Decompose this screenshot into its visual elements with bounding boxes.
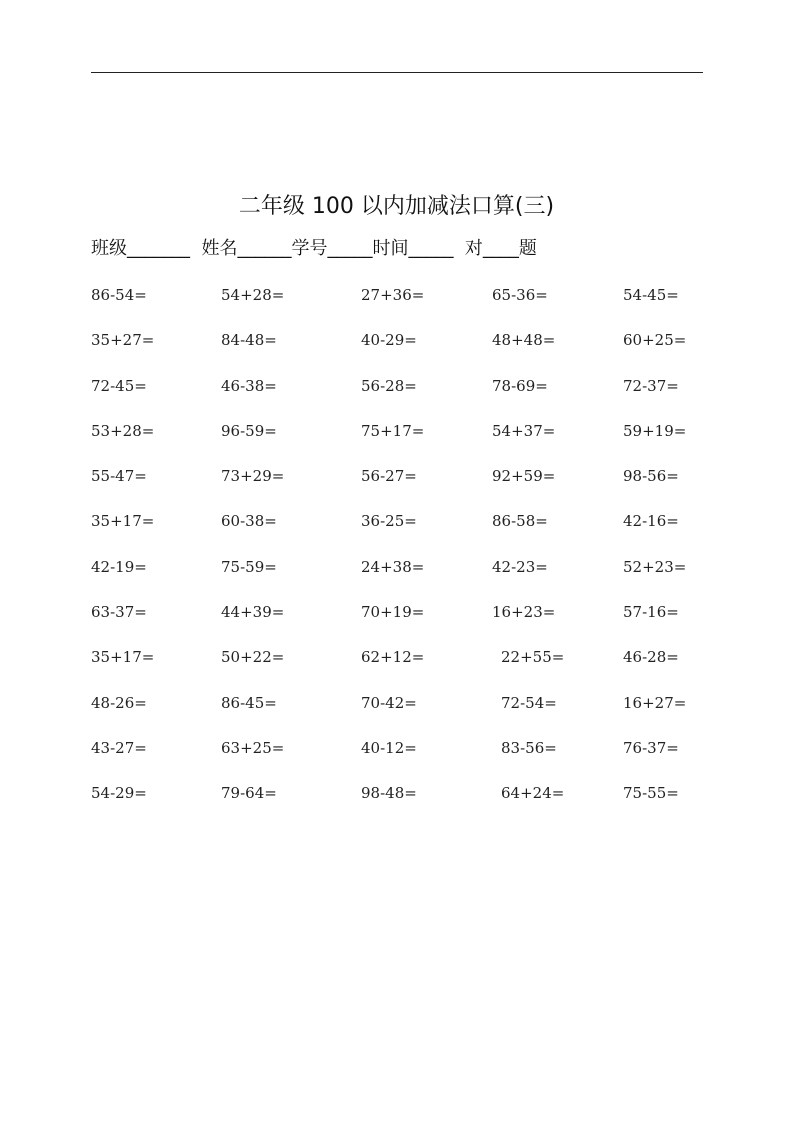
problem-cell: 42-23=: [492, 557, 548, 576]
problem-cell: 53+28=: [91, 421, 155, 440]
problem-cell: 76-37=: [623, 738, 679, 757]
problem-cell: 75+17=: [361, 421, 425, 440]
problem-cell: 54+37=: [492, 421, 556, 440]
problem-cell: 43-27=: [91, 738, 147, 757]
problem-cell: 27+36=: [361, 286, 425, 304]
problem-cell: 86-45=: [221, 693, 277, 712]
problem-row: [91, 462, 711, 507]
problem-cell: 73+29=: [221, 467, 285, 486]
problem-cell: 92+59=: [492, 467, 556, 486]
problem-cell: 35+17=: [91, 512, 155, 531]
problem-cell: 46-38=: [221, 376, 277, 395]
problem-cell: 60+25=: [623, 331, 687, 350]
problem-row: [91, 643, 711, 688]
student-info-line: 班级_______ 姓名______学号_____时间_____ 对____题: [91, 238, 537, 259]
problem-cell: 78-69=: [492, 376, 548, 395]
problem-cell: 98-56=: [623, 467, 679, 486]
problem-cell: 48-26=: [91, 693, 147, 712]
problem-cell: 98-48=: [361, 784, 417, 803]
problem-cell: 16+27=: [623, 693, 687, 712]
problem-cell: 79-64=: [221, 784, 277, 803]
problem-row: [91, 598, 711, 643]
problem-cell: 42-19=: [91, 557, 147, 576]
problem-cell: 42-16=: [623, 512, 679, 531]
problem-cell: 70+19=: [361, 603, 425, 622]
problem-cell: 50+22=: [221, 648, 285, 667]
problem-row: [91, 417, 711, 462]
problem-row: [91, 507, 711, 552]
problem-cell: 40-12=: [361, 738, 417, 757]
problem-cell: 75-55=: [623, 784, 679, 803]
problem-cell: 96-59=: [221, 421, 277, 440]
problem-cell: 36-25=: [361, 512, 417, 531]
problem-cell: 84-48=: [221, 331, 277, 350]
problem-cell: 64+24=: [501, 784, 565, 803]
problem-cell: 24+38=: [361, 557, 425, 576]
problem-row: [91, 372, 711, 417]
header-rule: [91, 72, 703, 73]
problem-cell: 86-54=: [91, 286, 147, 304]
problem-cell: 56-27=: [361, 467, 417, 486]
problem-cell: 59+19=: [623, 421, 687, 440]
problem-cell: 65-36=: [492, 286, 548, 304]
problem-cell: 54-45=: [623, 286, 679, 304]
problem-cell: 86-58=: [492, 512, 548, 531]
problem-cell: 54-29=: [91, 784, 147, 803]
problem-cell: 16+23=: [492, 603, 556, 622]
problem-cell: 54+28=: [221, 286, 285, 304]
problem-cell: 56-28=: [361, 376, 417, 395]
problem-cell: 52+23=: [623, 557, 687, 576]
problem-cell: 83-56=: [501, 738, 557, 757]
problem-cell: 63-37=: [91, 603, 147, 622]
problem-grid: [91, 281, 711, 825]
problem-row: [91, 281, 711, 326]
problem-cell: 72-54=: [501, 693, 557, 712]
problem-cell: 35+17=: [91, 648, 155, 667]
problem-row: [91, 734, 711, 779]
problem-cell: 46-28=: [623, 648, 679, 667]
problem-cell: 75-59=: [221, 557, 277, 576]
problem-cell: 63+25=: [221, 738, 285, 757]
problem-cell: 72-37=: [623, 376, 679, 395]
problem-cell: 40-29=: [361, 331, 417, 350]
worksheet-title: 二年级 100 以内加减法口算(三): [238, 194, 555, 219]
problem-cell: 62+12=: [361, 648, 425, 667]
problem-cell: 72-45=: [91, 376, 147, 395]
problem-cell: 55-47=: [91, 467, 147, 486]
problem-cell: 44+39=: [221, 603, 285, 622]
problem-row: [91, 779, 711, 824]
problem-row: [91, 326, 711, 371]
problem-row: [91, 689, 711, 734]
problem-cell: 70-42=: [361, 693, 417, 712]
problem-cell: 35+27=: [91, 331, 155, 350]
problem-cell: 60-38=: [221, 512, 277, 531]
problem-cell: 57-16=: [623, 603, 679, 622]
problem-cell: 22+55=: [501, 648, 565, 667]
problem-row: [91, 553, 711, 598]
problem-cell: 48+48=: [492, 331, 556, 350]
